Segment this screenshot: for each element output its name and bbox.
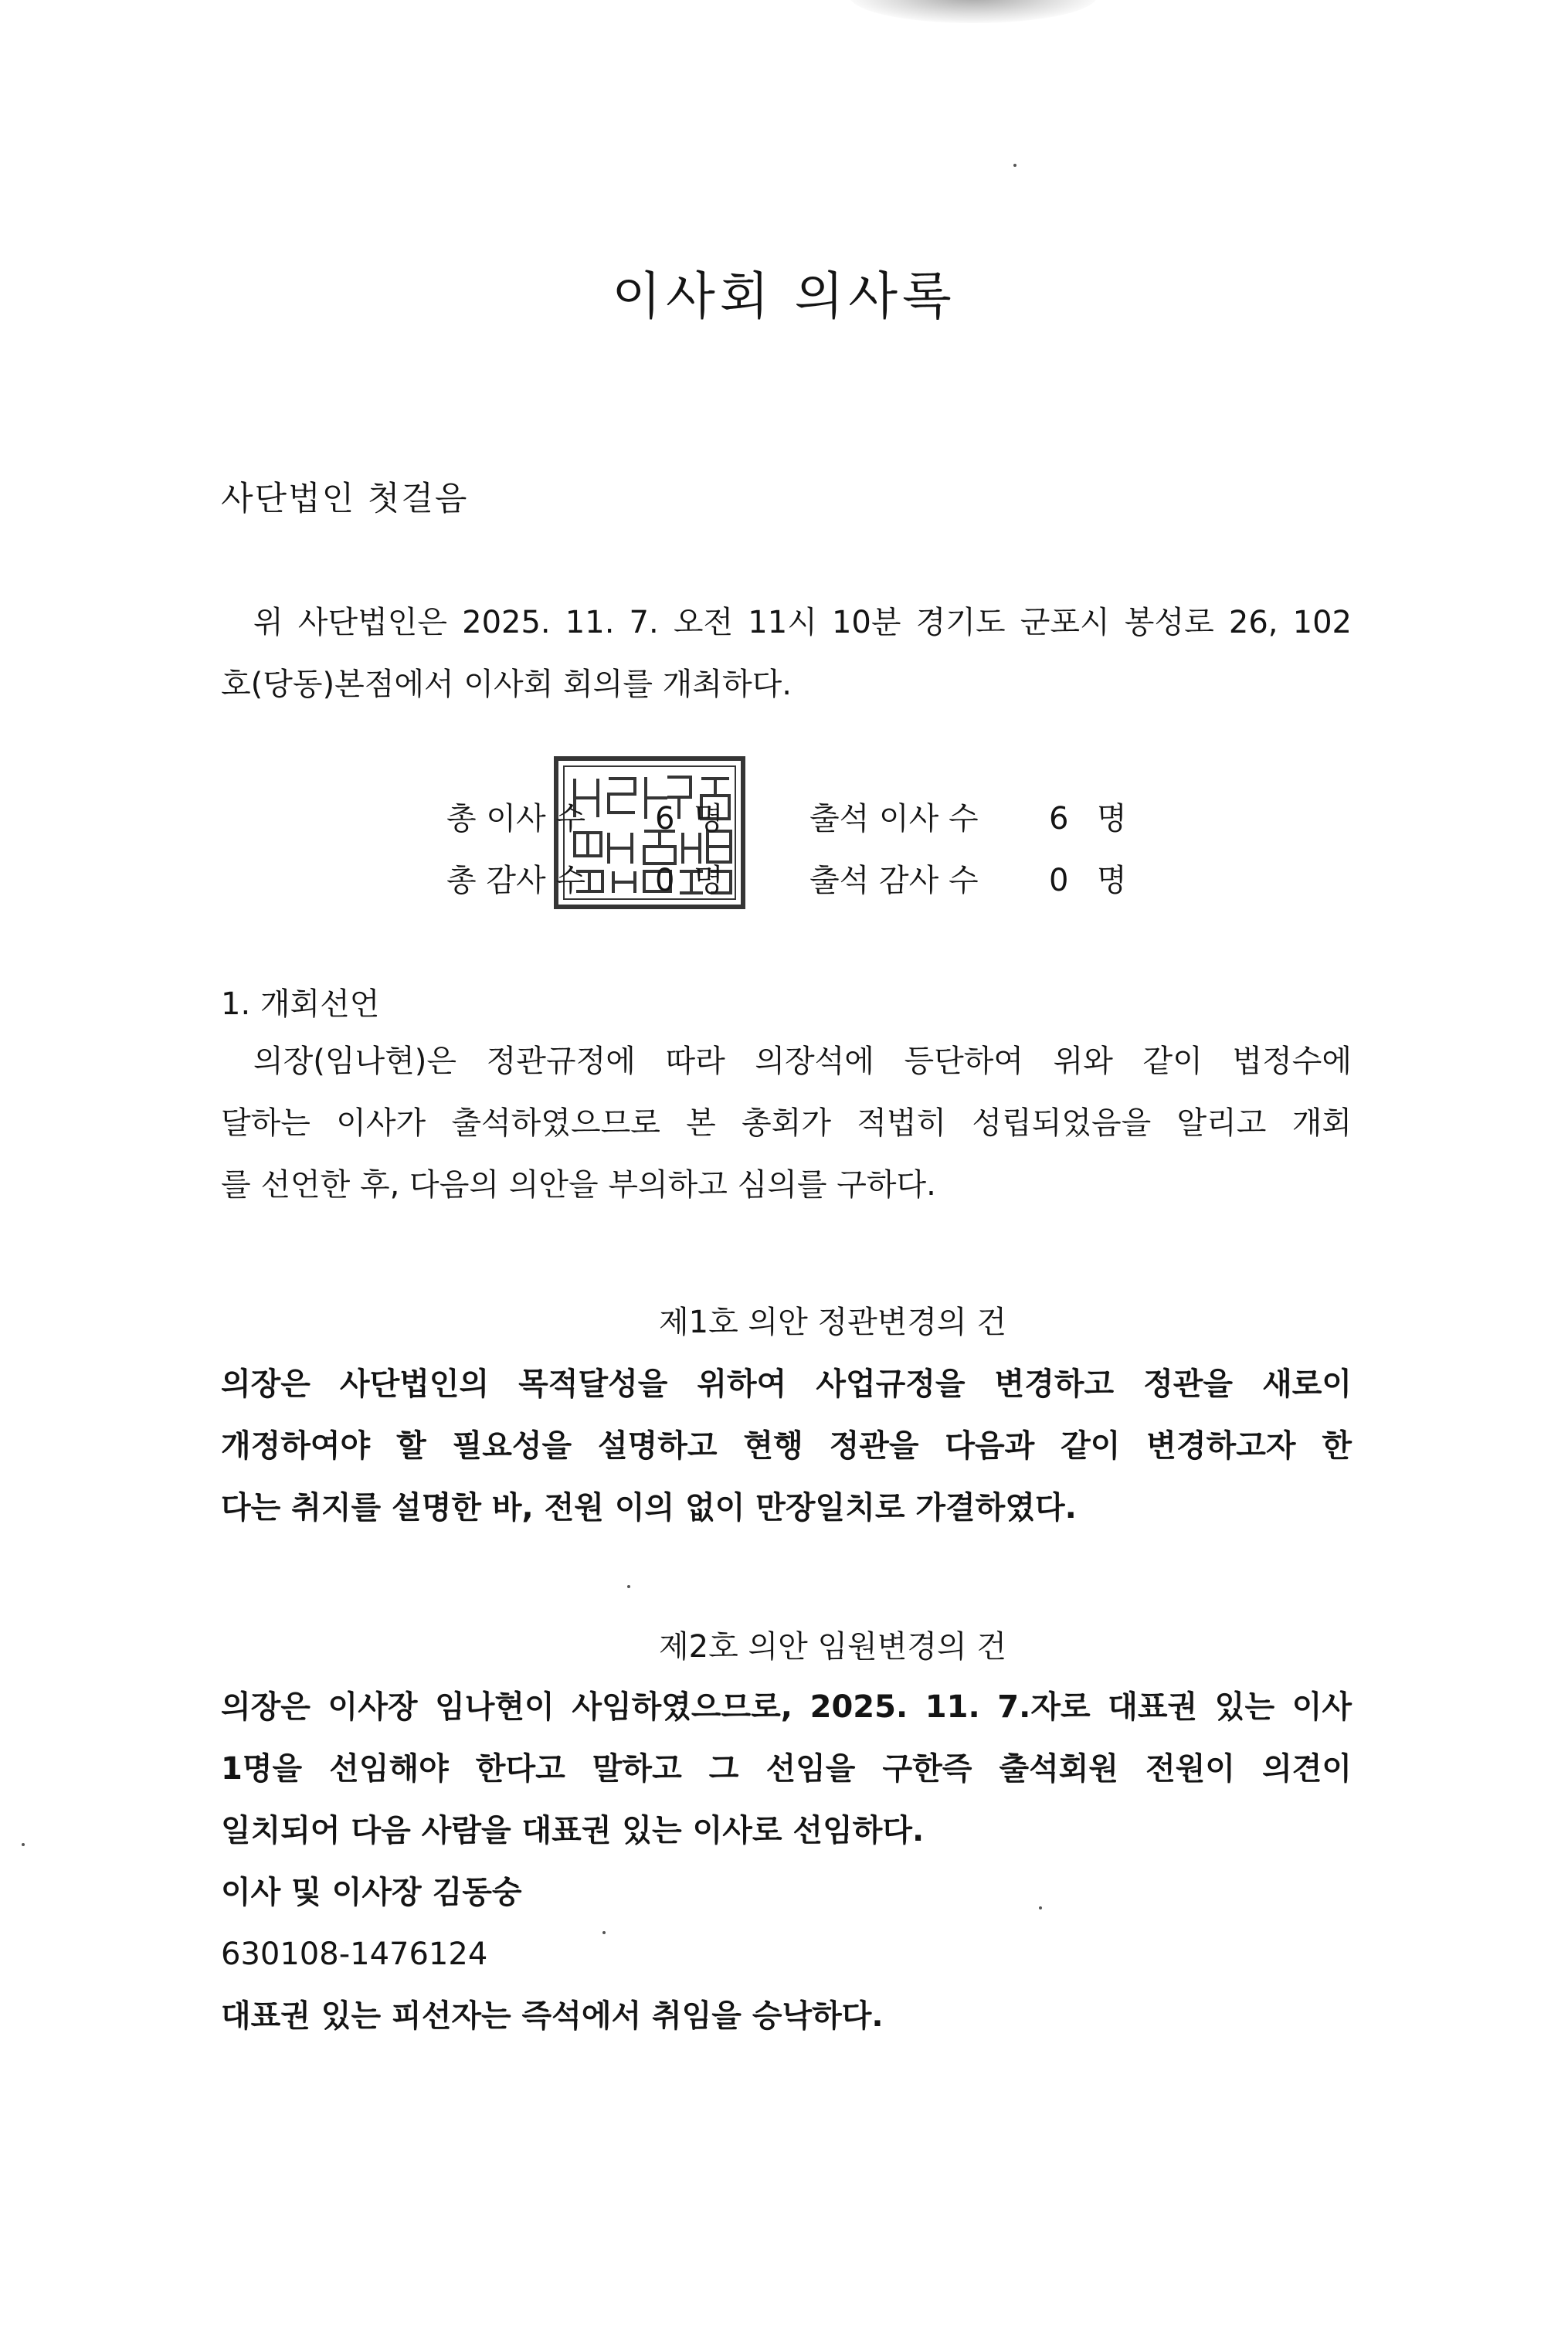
total-auditors-label: 총 감사 수 xyxy=(446,863,585,898)
paragraph-line: 의장은 사단법인의 목적달성을 위하여 사업규정을 변경하고 정관을 새로이 xyxy=(221,1366,1352,1402)
section-heading-opening: 1. 개회선언 xyxy=(221,986,380,1022)
corporate-seal-stamp xyxy=(553,755,746,910)
scan-speck xyxy=(22,1843,25,1846)
total-auditors-value: 0 xyxy=(655,863,675,898)
paragraph-line: 개정하여야 할 필요성을 설명하고 현행 정관을 다음과 같이 변경하고자 한 xyxy=(221,1428,1352,1464)
appointee-title-line: 이사 및 이사장 김동숭 xyxy=(221,1875,522,1910)
scan-speck xyxy=(1013,164,1016,167)
total-directors-value: 6 xyxy=(655,801,675,837)
opening-paragraph xyxy=(221,1030,1352,1216)
stats-row-auditors xyxy=(446,850,1142,911)
unit-label: 명 xyxy=(694,863,724,898)
appointee-id-line: 630108-1476124 xyxy=(221,1937,488,1972)
intro-line: 위 사단법인은 2025. 11. 7. 오전 11시 10분 경기도 군포시 봉성로 26, 102 xyxy=(253,605,1352,640)
scan-smudge xyxy=(850,0,1097,23)
agenda2-paragraph xyxy=(221,1676,1352,2047)
stats-row-directors xyxy=(446,788,1142,850)
document-title: 이사회 의사록 xyxy=(612,266,956,326)
paragraph-line: 의장(임나현)은 정관규정에 따라 의장석에 등단하여 위와 같이 법정수에 xyxy=(253,1044,1352,1079)
agenda1-title: 제1호 의안 정관변경의 건 xyxy=(659,1305,1006,1340)
paragraph-line: 의장은 이사장 임나현이 사임하였으므로, 2025. 11. 7.자로 대표권 있는 이사 xyxy=(221,1689,1352,1725)
attending-auditors-label: 출석 감사 수 xyxy=(809,863,979,898)
paragraph-line: 달하는 이사가 출석하였으므로 본 총회가 적법히 성립되었음을 알리고 개회 xyxy=(221,1105,1352,1141)
unit-label: 명 xyxy=(694,801,724,837)
agenda1-paragraph xyxy=(221,1353,1352,1539)
attendance-stats xyxy=(446,788,1142,911)
attending-directors-label: 출석 이사 수 xyxy=(809,801,979,837)
paragraph-line: 다는 취지를 설명한 바, 전원 이의 없이 만장일치로 가결하였다. xyxy=(221,1490,1077,1526)
paragraph-line: 일치되어 다음 사람을 대표권 있는 이사로 선임하다. xyxy=(221,1813,925,1848)
unit-label: 명 xyxy=(1097,801,1127,837)
intro-line: 호(당동)본점에서 이사회 회의를 개최하다. xyxy=(221,667,792,702)
attending-directors-value: 6 xyxy=(1049,801,1069,837)
unit-label: 명 xyxy=(1097,863,1127,898)
scan-speck xyxy=(627,1585,630,1588)
agenda2-title: 제2호 의안 임원변경의 건 xyxy=(659,1629,1006,1665)
attending-auditors-value: 0 xyxy=(1049,863,1069,898)
paragraph-line: 대표권 있는 피선자는 즉석에서 취임을 승낙하다. xyxy=(221,1998,884,2034)
paragraph-line: 1명을 선임해야 한다고 말하고 그 선임을 구한즉 출석회원 전원이 의견이 xyxy=(221,1751,1352,1787)
organization-name: 사단법인 첫걸음 xyxy=(221,480,469,518)
intro-paragraph xyxy=(221,592,1352,715)
total-directors-label: 총 이사 수 xyxy=(446,801,585,837)
paragraph-line: 를 선언한 후, 다음의 의안을 부의하고 심의를 구하다. xyxy=(221,1167,936,1203)
